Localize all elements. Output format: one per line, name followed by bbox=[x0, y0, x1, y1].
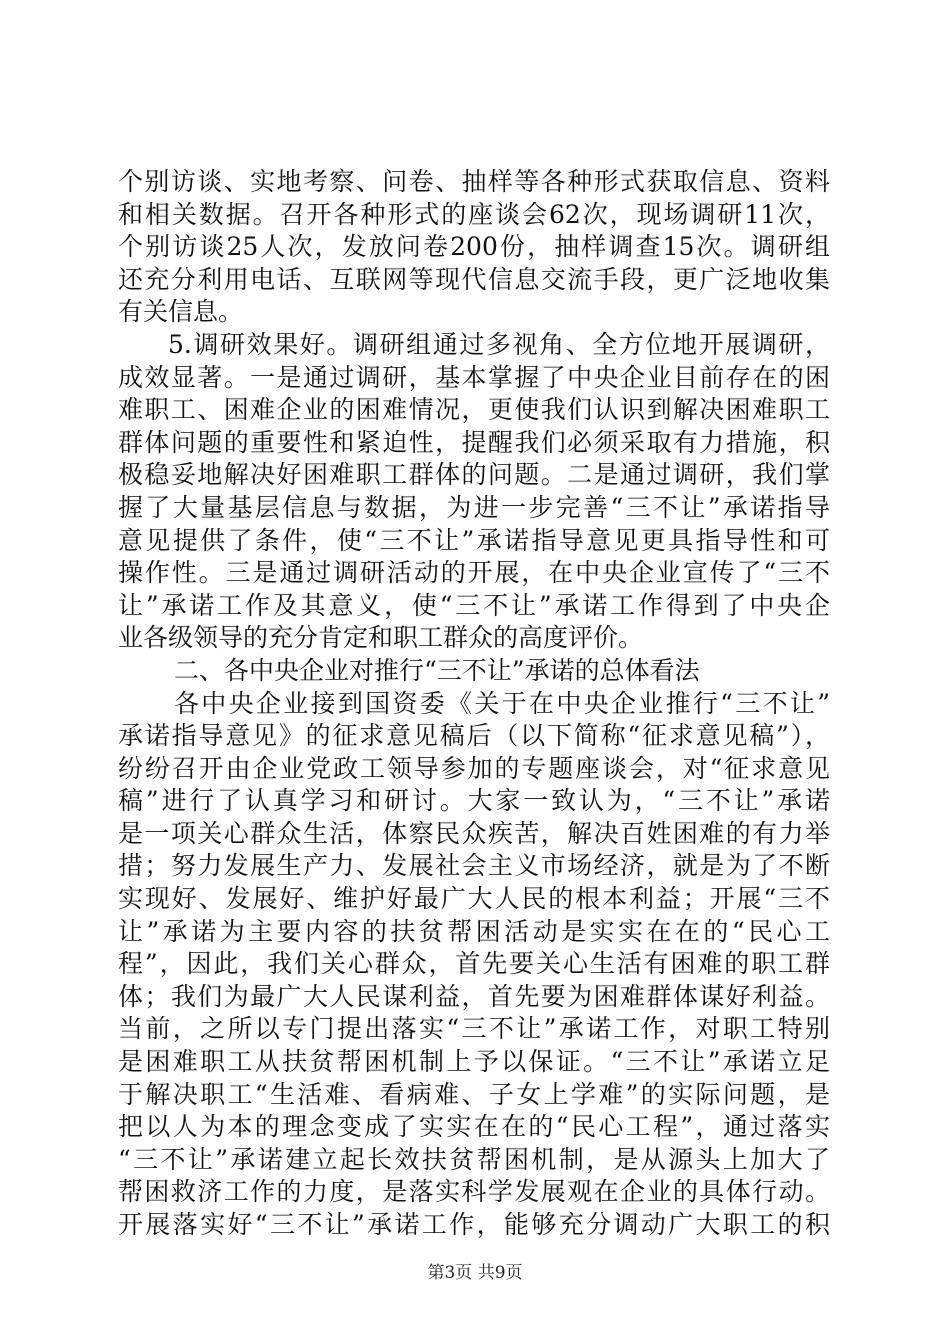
text-line: 还充分利用电话、互联网等现代信息交流手段，更广泛地收集 bbox=[118, 264, 830, 294]
page-number-footer: 第3页 共9页 bbox=[427, 1263, 523, 1283]
text-line: 是一项关心群众生活，体察民众疾苦，解决百姓困难的有力举 bbox=[118, 818, 830, 848]
text-line: 当前，之所以专门提出落实“三不让”承诺工作，对职工特别 bbox=[118, 1014, 830, 1044]
text-line: 业各级领导的充分肯定和职工群众的高度评价。 bbox=[118, 623, 644, 653]
text-line: 承诺指导意见》的征求意见稿后（以下简称“征求意见稿”）， bbox=[118, 721, 830, 751]
text-line: 成效显著。一是通过调研，基本掌握了中央企业目前存在的困 bbox=[118, 362, 830, 392]
text-line: 个别访谈、实地考察、问卷、抽样等各种形式获取信息、资料 bbox=[118, 167, 830, 196]
text-line: “三不让”承诺建立起长效扶贫帮困机制，是从源头上加大了 bbox=[118, 1144, 830, 1174]
text-line: 群体问题的重要性和紧迫性，提醒我们必须采取有力措施，积 bbox=[118, 427, 830, 457]
text-line: 帮困救济工作的力度，是落实科学发展观在企业的具体行动。 bbox=[118, 1177, 830, 1207]
text-line: 程”，因此，我们关心群众，首先要关心生活有困难的职工群 bbox=[118, 949, 830, 979]
text-line: 意见提供了条件，使“三不让”承诺指导意见更具指导性和可 bbox=[118, 525, 830, 555]
text-line: 稿”进行了认真学习和研讨。大家一致认为，“三不让”承诺 bbox=[118, 786, 830, 816]
text-line: 个别访谈25人次，发放问卷200份，抽样调查15次。调研组 bbox=[118, 232, 830, 262]
section-heading: 二、各中央企业对推行“三不让”承诺的总体看法 bbox=[174, 655, 700, 685]
text-line: 操作性。三是通过调研活动的开展，在中央企业宣传了“三不 bbox=[118, 558, 830, 588]
text-line: 实现好、发展好、维护好最广大人民的根本利益；开展“三不 bbox=[118, 884, 830, 914]
text-line: 让”承诺工作及其意义，使“三不让”承诺工作得到了中央企 bbox=[118, 590, 830, 620]
text-line: 把以人为本的理念变成了实实在在的“民心工程”，通过落实 bbox=[118, 1112, 830, 1142]
text-line: 极稳妥地解决好困难职工群体的问题。二是通过调研，我们掌 bbox=[118, 460, 830, 490]
text-line: 措；努力发展生产力、发展社会主义市场经济，就是为了不断 bbox=[118, 851, 830, 881]
text-line: 是困难职工从扶贫帮困机制上予以保证。“三不让”承诺立足 bbox=[118, 1047, 830, 1077]
document-body bbox=[118, 166, 830, 1242]
text-line: 纷纷召开由企业党政工领导参加的专题座谈会，对“征求意见 bbox=[118, 753, 830, 783]
text-line: 和相关数据。召开各种形式的座谈会62次，现场调研11次， bbox=[118, 199, 830, 229]
text-line: 体；我们为最广大人民谋利益，首先要为困难群体谋好利益。 bbox=[118, 981, 830, 1011]
text-line: 有关信息。 bbox=[118, 297, 244, 327]
text-line: 5.调研效果好。调研组通过多视角、全方位地开展调研， bbox=[168, 329, 830, 359]
text-line: 开展落实好“三不让”承诺工作，能够充分调动广大职工的积 bbox=[118, 1210, 830, 1239]
text-line: 于解决职工“生活难、看病难、子女上学难”的实际问题，是 bbox=[118, 1079, 830, 1109]
text-line: 各中央企业接到国资委《关于在中央企业推行“三不让” bbox=[174, 688, 830, 718]
text-line: 让”承诺为主要内容的扶贫帮困活动是实实在在的“民心工 bbox=[118, 916, 830, 946]
text-line: 握了大量基层信息与数据，为进一步完善“三不让”承诺指导 bbox=[118, 492, 830, 522]
text-line: 难职工、困难企业的困难情况，更使我们认识到解决困难职工 bbox=[118, 395, 830, 425]
